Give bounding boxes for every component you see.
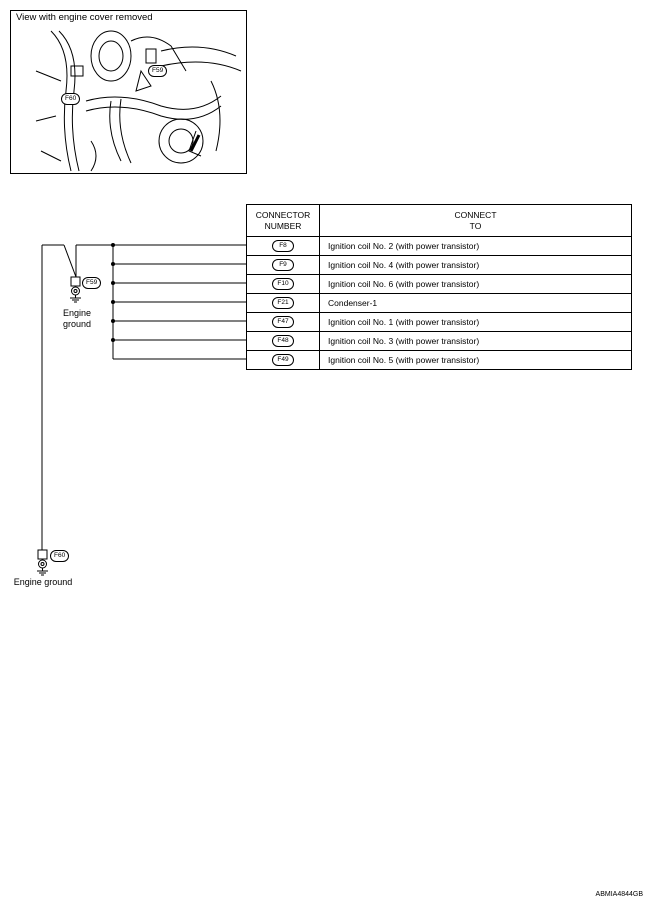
table-row (247, 237, 632, 256)
junction-dot (111, 338, 115, 342)
table-row (247, 294, 632, 313)
connect-to-cell: Ignition coil No. 4 (with power transistor) (320, 256, 632, 275)
ground-tag-f59: F59 (82, 277, 101, 289)
header-connector-number: CONNECTOR NUMBER (247, 205, 320, 237)
figure-code: ABMIA4844GB (595, 891, 643, 898)
ground-label-f60: Engine ground (13, 577, 73, 587)
junction-dot (111, 262, 115, 266)
table-row (247, 256, 632, 275)
photo-tag-f59: F59 (148, 65, 167, 77)
table-row (247, 275, 632, 294)
connector-badge: F49 (272, 354, 294, 366)
junction-dot (111, 243, 115, 247)
connector-badge: F47 (272, 316, 294, 328)
photo-tag-f60: F60 (61, 93, 80, 105)
connector-table (246, 204, 632, 370)
connector-badge: F48 (272, 335, 294, 347)
connect-to-cell: Ignition coil No. 6 (with power transistor) (320, 275, 632, 294)
table-row (247, 313, 632, 332)
connect-to-cell: Ignition coil No. 5 (with power transistor) (320, 351, 632, 370)
ground-symbol-f60 (37, 550, 48, 575)
ground-symbol-f59 (70, 277, 81, 302)
connector-badge: F8 (272, 240, 294, 252)
ground-label-f59: Engine ground (62, 308, 92, 329)
junction-dot (111, 319, 115, 323)
connector-badge: F21 (272, 297, 294, 309)
connect-to-cell: Ignition coil No. 2 (with power transistor) (320, 237, 632, 256)
ground-tag-f60: F60 (50, 550, 69, 562)
connect-to-cell: Ignition coil No. 3 (with power transistor) (320, 332, 632, 351)
table-row (247, 332, 632, 351)
table-row (247, 351, 632, 370)
photo-caption: View with engine cover removed (16, 12, 153, 23)
connector-badge: F9 (272, 259, 294, 271)
junction-dot (111, 300, 115, 304)
header-connect-to: CONNECT TO (320, 205, 632, 237)
connect-to-cell: Ignition coil No. 1 (with power transistor) (320, 313, 632, 332)
connector-badge: F10 (272, 278, 294, 290)
junction-dot (111, 281, 115, 285)
connect-to-cell: Condenser-1 (320, 294, 632, 313)
